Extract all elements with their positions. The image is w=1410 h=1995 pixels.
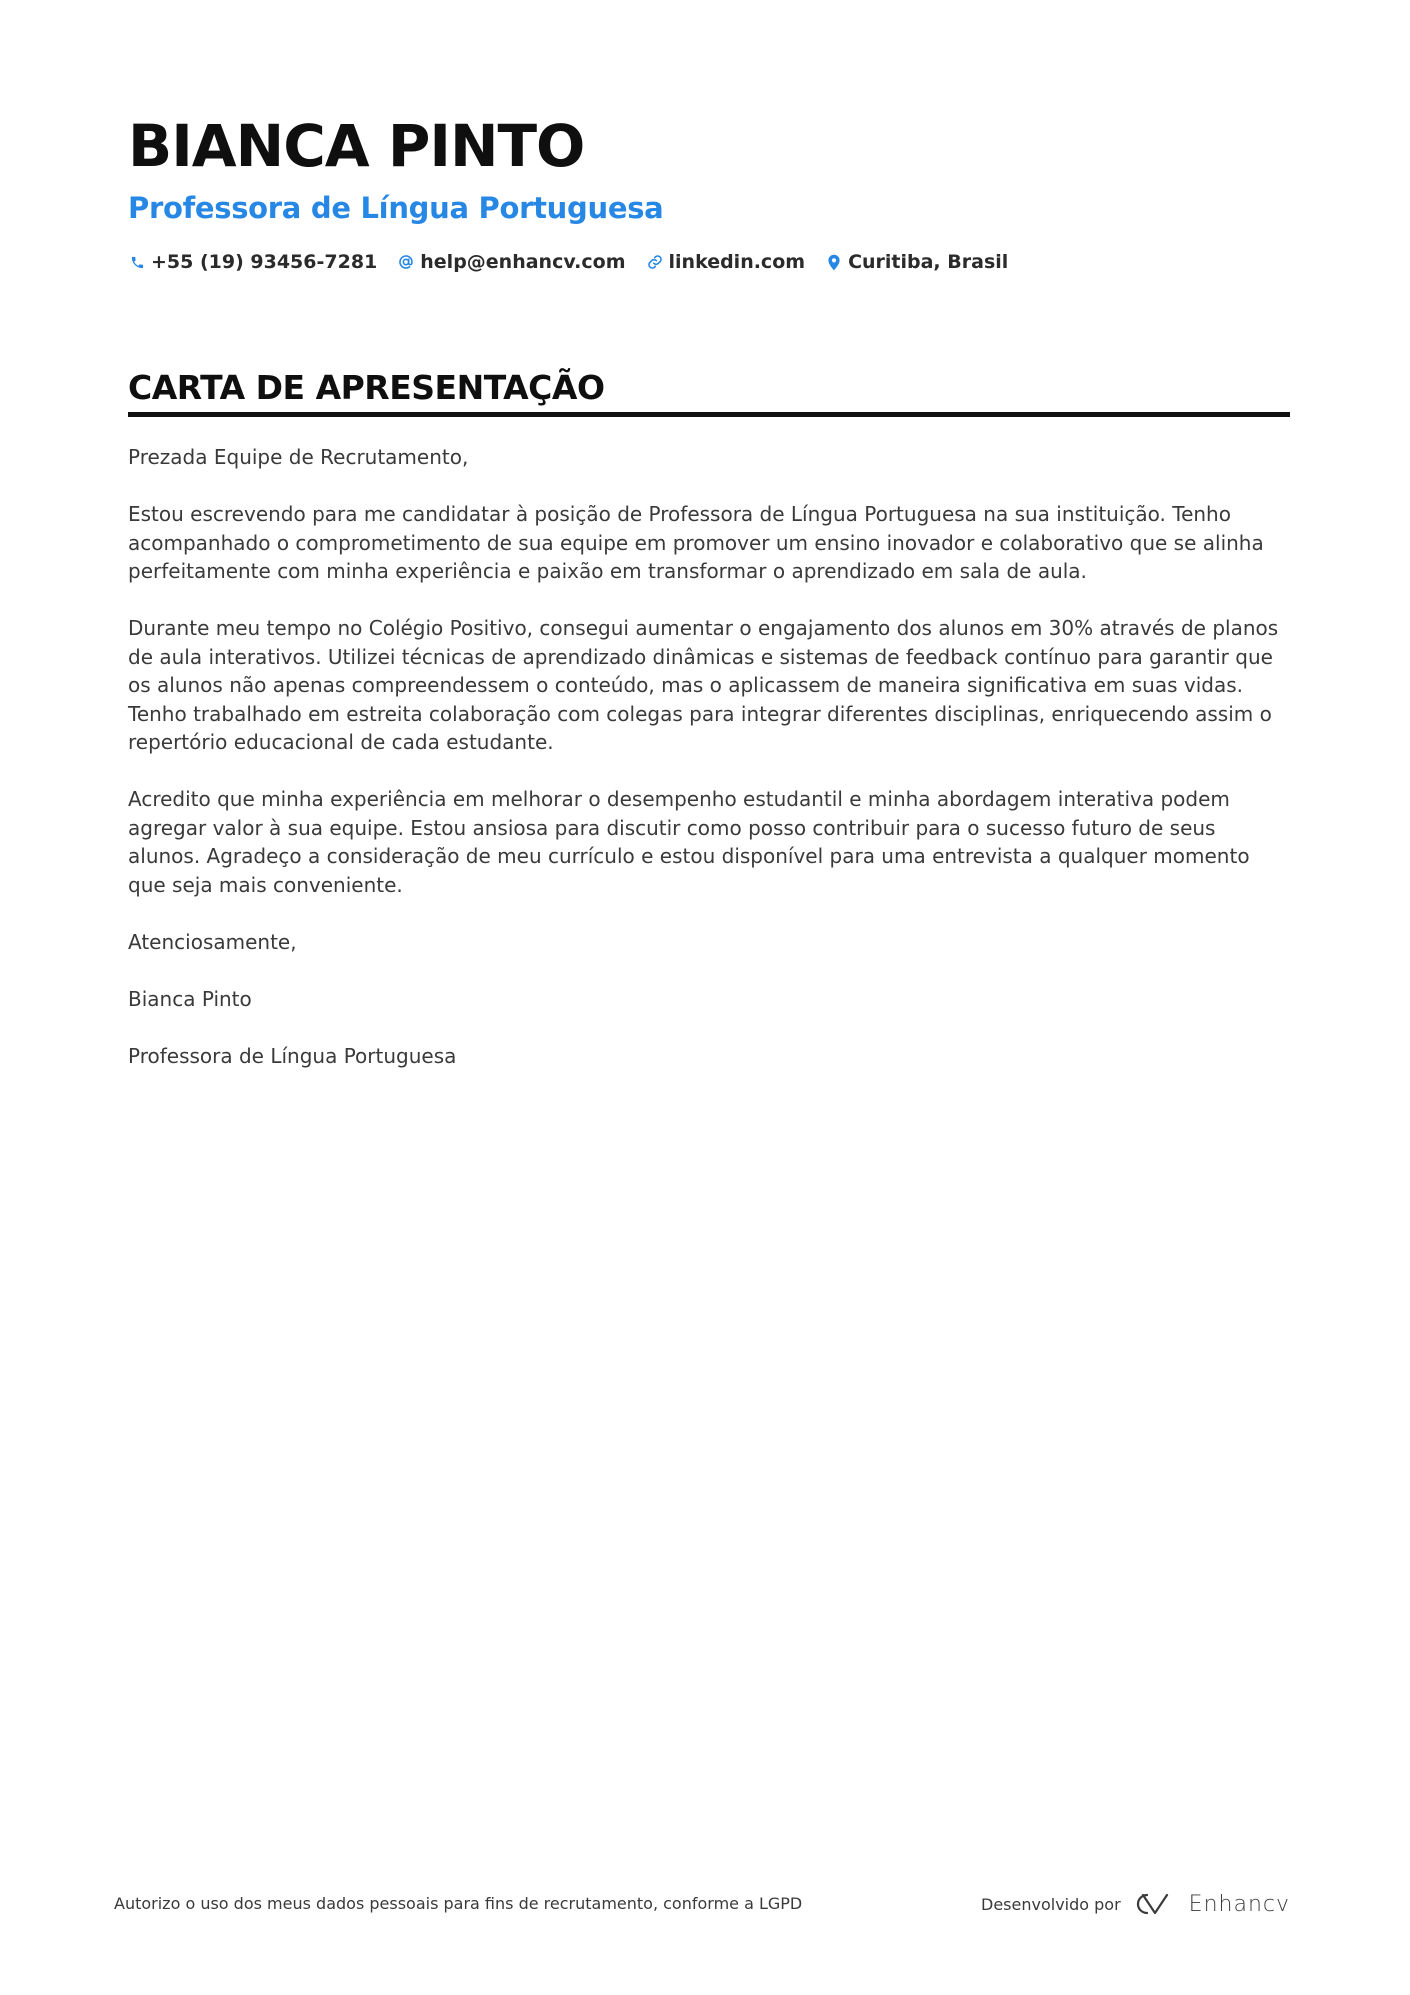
phone-icon [128,253,146,271]
closing: Atenciosamente, [128,929,297,954]
brand-name: Enhancv [1188,1891,1290,1917]
consent-note: Autorizo o uso dos meus dados pessoais para fins de recrutamento, conforme a LGPD [114,1894,803,1913]
email-address: help@enhancv.com [420,251,626,273]
paragraph: Estou escrevendo para me candidatar à posição de Professora de Língua Portuguesa na sua instituição. Tenho acompanhado o comprometimento de sua equipe em promover um ensino inovador e colaborativo que se alinha perfeitamente com minha experiência e paixão em transformar o aprendizado em sala de aula. [128,502,1264,583]
section-title: CARTA DE APRESENTAÇÃO [128,368,605,407]
letter-body [128,443,1290,1070]
section-divider [128,412,1290,417]
powered-by[interactable] [981,1884,1290,1924]
signature-title: Professora de Língua Portuguesa [128,1043,457,1068]
paragraph: Durante meu tempo no Colégio Positivo, consegui aumentar o engajamento dos alunos em 30% através de planos de aula interativos. Utilizei técnicas de aprendizado dinâmicas e sistemas de feedback contínuo para garantir que os alunos não apenas compreendessem o conteúdo, mas o aplicassem de maneira significativa em suas vidas. Tenho trabalhado em estreita colaboração com colegas para integrar diferentes disciplinas, enriquecendo assim o repertório educacional de cada estudante. [128,616,1279,754]
header [128,108,1288,278]
greeting: Prezada Equipe de Recrutamento, [128,445,469,469]
contact-location [825,251,1008,273]
contact-phone [128,251,377,273]
powered-by-label: Desenvolvido por [981,1894,1121,1914]
contact-bar [128,246,1288,278]
location: Curitiba, Brasil [848,251,1009,273]
contact-linkedin[interactable] [646,251,806,273]
paragraph: Acredito que minha experiência em melhorar o desempenho estudantil e minha abordagem interativa podem agregar valor à sua equipe. Estou ansiosa para discutir como posso contribuir para o sucesso futuro de seus alunos. Agradeço a consideração de meu currículo e estou disponível para uma entrevista a qualquer momento que seja mais conveniente. [128,787,1250,897]
contact-email[interactable] [397,251,625,273]
candidate-name: BIANCA PINTO [128,112,585,180]
cover-letter-section [128,366,1290,1099]
link-icon [646,253,664,271]
at-icon [397,253,415,271]
signature-name: Bianca Pinto [128,986,252,1011]
location-pin-icon [825,253,843,271]
linkedin-link: linkedin.com [668,251,806,273]
job-title: Professora de Língua Portuguesa [128,191,664,225]
enhancv-logo-icon [1133,1891,1179,1917]
phone-number: +55 (19) 93456-7281 [151,251,378,273]
